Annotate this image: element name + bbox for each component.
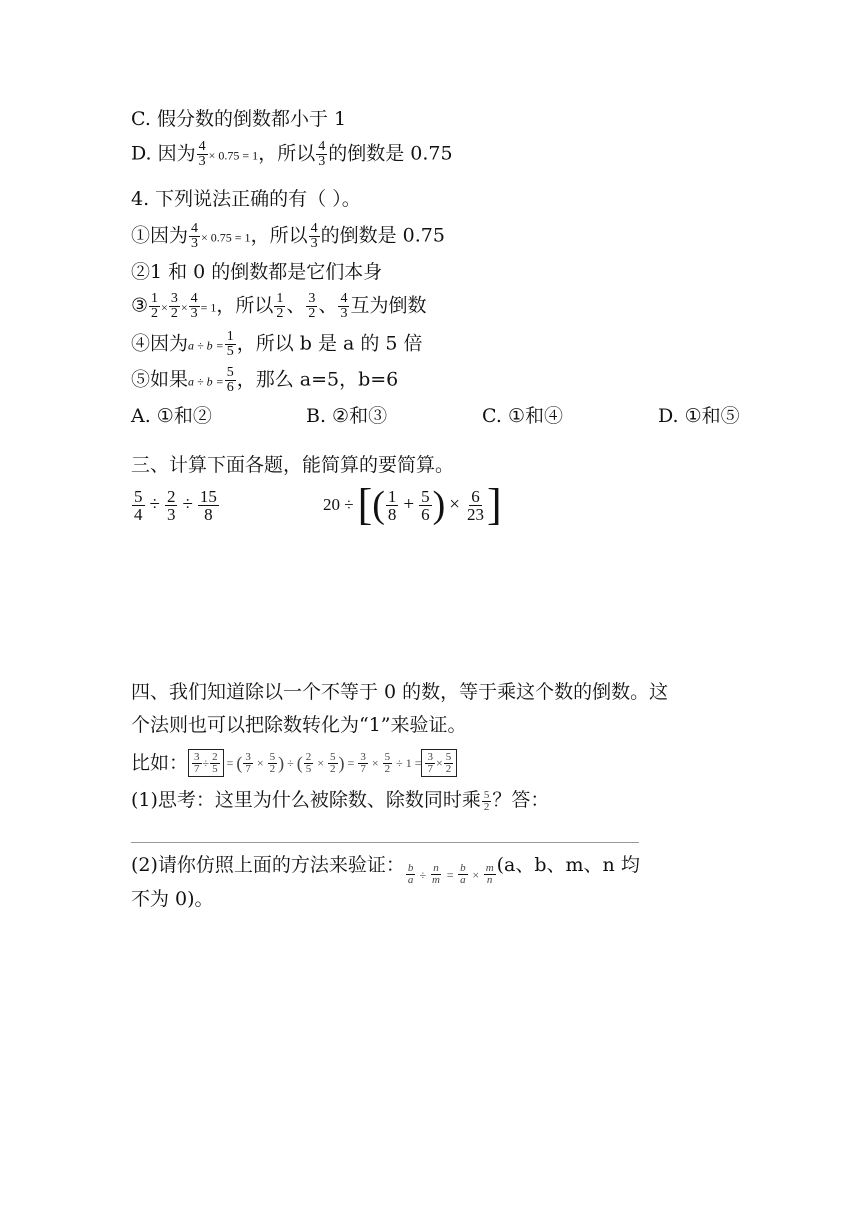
q3-d-fraction-2: $\frac{4}{3}$	[318, 139, 326, 169]
section-4-question-2-line-2: 不为 0)。	[131, 888, 214, 910]
q4-option-c: C. ①和④	[482, 405, 563, 427]
example-derivation: = ( $\frac{3}{7}$ × $\frac{5}{2}$ ) ÷ ( $\frac{2}{5}$ × $\frac{5}{2}$ ) = $\frac{3}{7}$ × $\frac{5}{2}$ ÷ 1 =	[223, 750, 422, 775]
section-4-example: 比如： $\frac{3}{7}$ ÷ $\frac{2}{5}$ = ( $\frac{3}{7}$ × $\frac{5}{2}$ ) ÷ ( $\frac{2}{5}$ × $\frac{5}{2}$ ) = $\frac{3}{7}$ × $\frac{5}{2}$ ÷ 1 = $\frac{3}{7}$ × $\frac{5}{2}$	[131, 748, 457, 778]
boxed-expression-left: $\frac{3}{7}$ ÷ $\frac{2}{5}$	[188, 749, 224, 777]
q4-s1-fraction: $\frac{4}{3}$	[191, 221, 199, 251]
q4-statement-1: ①因为 $\frac{4}{3}$ × 0.75 = 1，所以 $\frac{4}{3}$ 的倒数是 0.75	[131, 221, 445, 251]
q3-d-fraction: $\frac{4}{3}$	[198, 139, 206, 169]
section-3-expression-1: $\frac{5}{4}$ ÷ $\frac{2}{3}$ ÷ $\frac{15}{8}$	[134, 486, 217, 524]
q3-d-prefix: D. 因为	[131, 142, 196, 165]
left-square-bracket: [	[357, 480, 373, 529]
answer-line[interactable]	[131, 842, 639, 843]
q4-option-d: D. ①和⑤	[658, 405, 740, 427]
q4-statement-3: ③ $\frac{1}{2}$ × $\frac{3}{2}$ × $\frac{4}{3}$ = 1，所以 $\frac{1}{2}$ 、 $\frac{3}{2}$ 、 $\frac{4}{3}$ 互为倒数	[131, 291, 427, 321]
section-4-question-2: (2)请你仿照上面的方法来验证： $\frac{b}{a}$ ÷ $\frac{n}{m}$ = $\frac{b}{a}$ × $\frac{m}{n}$ (a、b、m、n 均	[131, 854, 640, 886]
section-4-line-2: 个法则也可以把除数转化为“1”来验证。	[131, 714, 467, 736]
q4-statement-2: ②1 和 0 的倒数都是它们本身	[131, 261, 383, 283]
section-3-title: 三、计算下面各题，能简算的要简算。	[131, 454, 455, 476]
q3-option-c: C. 假分数的倒数都小于 1	[131, 108, 347, 130]
q4-option-b: B. ②和③	[306, 405, 388, 427]
q3-d-expression: × 0.75 = 1	[208, 148, 259, 163]
section-3-expression-2: 20 ÷ [ ( $\frac{1}{8}$ + $\frac{5}{6}$ ) × $\frac{6}{23}$ ]	[323, 480, 502, 529]
verification-formula: $\frac{b}{a}$ ÷ $\frac{n}{m}$ = $\frac{b}{a}$ × $\frac{m}{n}$	[407, 862, 494, 886]
q3-option-d: D. 因为 $\frac{4}{3}$ × 0.75 = 1，所以 $\frac{4}{3}$ 的倒数是 0.75	[131, 139, 453, 169]
section-4-question-1: (1)思考：这里为什么被除数、除数同时乘 $\frac{5}{2}$ ？答：	[131, 788, 550, 813]
q4-s1-fraction-2: $\frac{4}{3}$	[310, 221, 318, 251]
section-4-line-1: 四、我们知道除以一个不等于 0 的数，等于乘这个数的倒数。这	[131, 681, 669, 703]
q4-statement-5: ⑤如果a ÷ b = $\frac{5}{6}$ ，那么 a=5，b=6	[131, 365, 399, 395]
right-paren: )	[432, 484, 446, 526]
boxed-expression-right: $\frac{3}{7}$ × $\frac{5}{2}$	[421, 749, 457, 777]
q4-statement-4: ④因为a ÷ b = $\frac{1}{5}$ ，所以 b 是 a 的 5 倍	[131, 329, 423, 359]
right-square-bracket: ]	[487, 480, 502, 529]
q4-stem: 4. 下列说法正确的有（ ）。	[131, 188, 361, 210]
q4-option-a: A. ①和②	[131, 405, 212, 427]
left-paren: (	[372, 484, 385, 526]
